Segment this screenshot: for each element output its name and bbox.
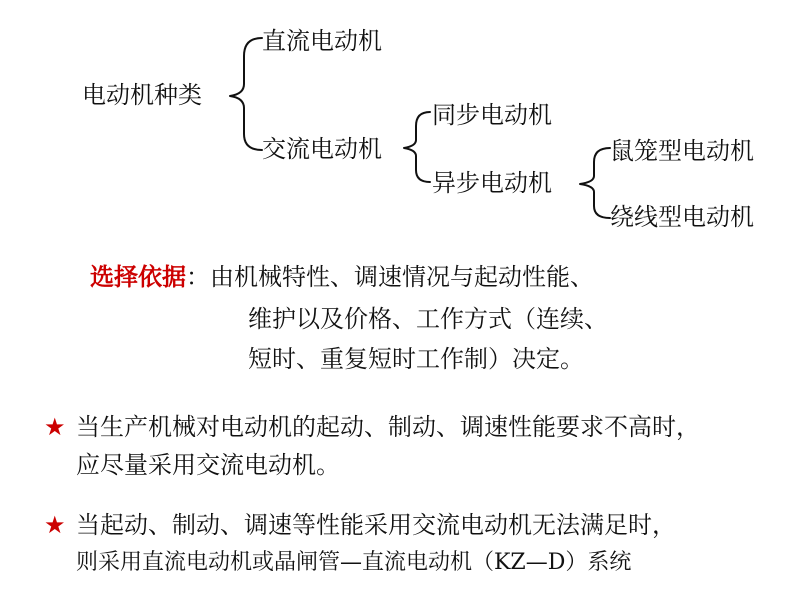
basis-colon: ： [186,263,210,291]
brace-async [580,148,610,218]
star-icon: ★ [44,413,66,441]
brace-ac [404,112,430,182]
basis-line-1 [90,262,594,292]
tree-squirrel-label: 鼠笼型电动机 [610,137,754,165]
tree-ac-label: 交流电动机 [262,135,382,163]
tree-async-label: 异步电动机 [432,169,552,197]
star-icon: ★ [44,511,66,539]
tree-dc-label: 直流电动机 [262,27,382,55]
basis-line-2: 维护以及价格、工作方式（连续、 [248,305,608,333]
tree-root-label: 电动机种类 [82,81,202,109]
note-2-line-1: 当起动、制动、调速等性能采用交流电动机无法满足时， [76,511,676,539]
note-1-line-1: 当生产机械对电动机的起动、制动、调速性能要求不高时， [76,413,700,441]
basis-line-3: 短时、重复短时工作制）决定。 [248,345,584,373]
note-1-line-2: 应尽量采用交流电动机。 [76,451,340,479]
note-2-line-2: 则采用直流电动机或晶闸管—直流电动机（KZ—D）系统 [76,550,632,575]
tree-sync-label: 同步电动机 [432,101,552,129]
basis-label: 选择依据 [90,262,186,291]
basis-text-1: 由机械特性、调速情况与起动性能、 [210,263,594,291]
brace-root [230,38,262,150]
tree-wound-label: 绕线型电动机 [610,203,754,231]
